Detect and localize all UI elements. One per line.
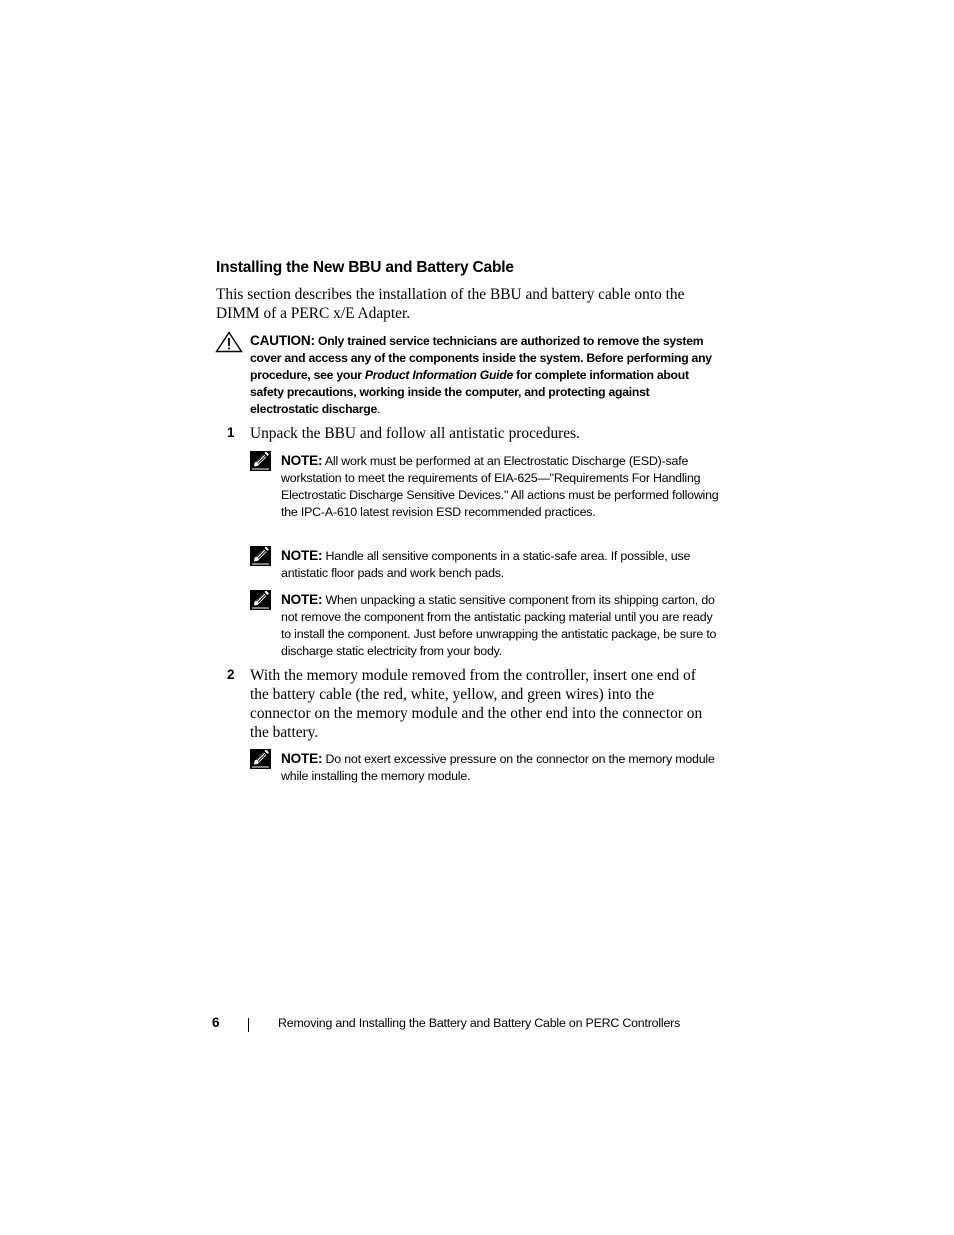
caution-text-end: for complete information about safety precautions, working inside the computer, and protecting against electrostatic discharge xyxy=(250,368,689,416)
note-block xyxy=(281,591,721,660)
caution-text: Only trained service technicians are authorized to remove the system cover and access any of the components inside the system. Before performing any procedure, see your xyxy=(250,334,712,382)
page-number: 6 xyxy=(212,1015,220,1030)
note-text: Handle all sensitive components in a static-safe area. If possible, use antistatic floor pads and work bench pads. xyxy=(281,549,691,580)
step-number: 1 xyxy=(227,425,235,440)
note-label: NOTE: xyxy=(281,453,323,468)
note-pencil-icon xyxy=(250,590,271,610)
note-text: All work must be performed at an Electrostatic Discharge (ESD)-safe workstation to meet the requirements of EIA-625—"Requirements For Handling Electrostatic Discharge Sensitive Devices." All actions must be performed following the IPC-A-610 latest revision ESD recommended practices. xyxy=(281,454,719,519)
note-pencil-icon xyxy=(250,451,271,471)
step-text: Unpack the BBU and follow all antistatic procedures. xyxy=(250,425,580,442)
note-label: NOTE: xyxy=(281,548,323,563)
product-information-guide-title: Product Information Guide xyxy=(364,368,514,382)
note-pencil-icon xyxy=(250,749,271,769)
note-text: When unpacking a static sensitive component from its shipping carton, do not remove the component from the antistatic packing material until you are ready to install the component. Just before unwrapping the antistatic package, be sure to discharge static electricity from your body. xyxy=(281,593,717,658)
footer-separator xyxy=(248,1018,249,1032)
running-footer-title: Removing and Installing the Battery and Battery Cable on PERC Controllers xyxy=(278,1016,681,1030)
step-number: 2 xyxy=(227,667,235,682)
note-block xyxy=(281,750,721,785)
step-text: With the memory module removed from the controller, insert one end of the battery cable (the red, white, yellow, and green wires) into the connector on the memory module and the other end into the connector on the battery. xyxy=(250,667,703,741)
intro-paragraph: This section describes the installation of the BBU and battery cable onto the DIMM of a PERC x/E Adapter. xyxy=(216,286,685,322)
note-text: Do not exert excessive pressure on the connector on the memory module while installing the memory module. xyxy=(281,752,715,783)
caution-label: CAUTION: xyxy=(250,333,315,348)
note-pencil-icon xyxy=(250,546,271,566)
caution-block xyxy=(250,332,720,418)
caution-triangle-icon xyxy=(215,331,243,353)
note-label: NOTE: xyxy=(281,592,323,607)
note-label: NOTE: xyxy=(281,751,323,766)
caution-period: . xyxy=(377,402,381,416)
note-block xyxy=(281,452,721,521)
section-heading: Installing the New BBU and Battery Cable xyxy=(216,259,514,276)
note-block xyxy=(281,547,721,582)
